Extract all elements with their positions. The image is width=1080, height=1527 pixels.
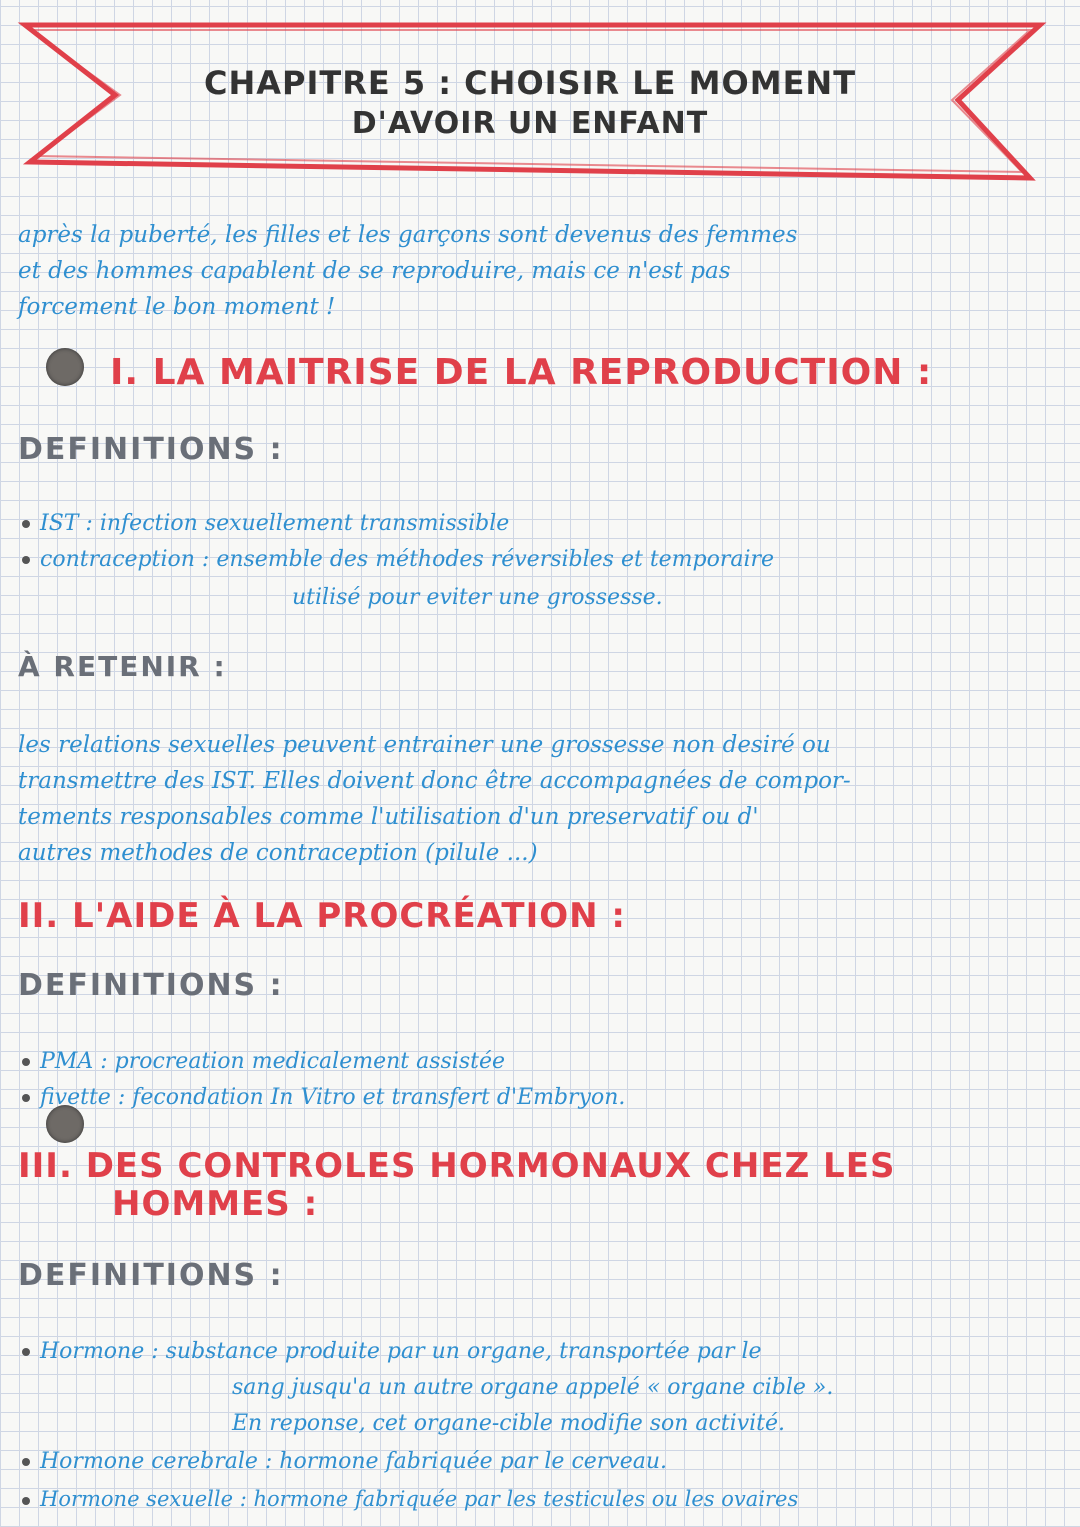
bullet-text: Hormone : substance produite par un organe, transportée par le [40,1339,762,1364]
section1-heading: I. LA MAITRISE DE LA REPRODUCTION : [110,352,933,393]
intro-line-1: après la puberté, les filles et les garçons sont devenus des femmes [18,222,798,248]
retenir-line-2: transmettre des IST. Elles doivent donc être accompagnées de compor- [18,768,851,794]
a-retenir-label: À RETENIR : [18,650,227,683]
section2-bullet-pma [22,1049,505,1074]
section3-bullet-hormone-cont2: En reponse, cet organe-cible modifie son activité. [232,1411,786,1436]
bullet-text: contraception : ensemble des méthodes réversibles et temporaire [40,547,775,572]
chapter-title-line1: CHAPITRE 5 : CHOISIR LE MOMENT [203,64,857,102]
bullet-text: IST : infection sexuellement transmissible [40,511,510,536]
bullet-dot [22,520,30,528]
section1-definitions-label: DEFINITIONS : [18,432,284,467]
bullet-dot [22,1458,30,1466]
section2-bullet-fivette [22,1085,626,1110]
intro-line-3: forcement le bon moment ! [18,294,336,320]
chapter-title-line2: D'AVOIR UN ENFANT [351,106,709,141]
bullet-dot [22,1094,30,1102]
bullet-dot [22,1348,30,1356]
section2-heading: II. L'AIDE À LA PROCRÉATION : [18,896,627,936]
bullet-text: Hormone sexuelle : hormone fabriquée par les testicules ou les ovaires [40,1487,799,1511]
bullet-dot [22,1497,30,1505]
section1-bullet-contraception [22,547,775,572]
retenir-line-4: autres methodes de contraception (pilule ...) [18,840,538,866]
bullet-text: fivette : fecondation In Vitro et transfert d'Embryon. [40,1085,626,1110]
retenir-line-1: les relations sexuelles peuvent entrainer une grossesse non desiré ou [18,732,831,758]
punch-hole-bottom [46,1105,84,1143]
section1-bullet-ist [22,511,510,536]
punch-hole-top [46,348,84,386]
section1-bullet-contraception-cont: utilisé pour eviter une grossesse. [292,585,663,610]
retenir-line-3: tements responsables comme l'utilisation d'un preservatif ou d' [18,804,759,830]
section3-bullet-sexuelle [22,1487,799,1511]
intro-line-2: et des hommes capablent de se reproduire, mais ce n'est pas [18,258,731,284]
section3-bullet-hormone-cont1: sang jusqu'a un autre organe appelé « organe cible ». [232,1375,834,1400]
section3-bullet-cerebrale [22,1449,668,1474]
bullet-dot [22,556,30,564]
bullet-text: Hormone cerebrale : hormone fabriquée par le cerveau. [40,1449,668,1474]
section3-bullet-hormone [22,1339,762,1364]
section2-definitions-label: DEFINITIONS : [18,968,284,1003]
section3-definitions-label: DEFINITIONS : [18,1258,284,1293]
section3-heading-line2: HOMMES : [112,1184,319,1224]
bullet-text: PMA : procreation medicalement assistée [40,1049,505,1074]
bullet-dot [22,1058,30,1066]
section3-heading-line1: III. DES CONTROLES HORMONAUX CHEZ LES [18,1146,896,1186]
